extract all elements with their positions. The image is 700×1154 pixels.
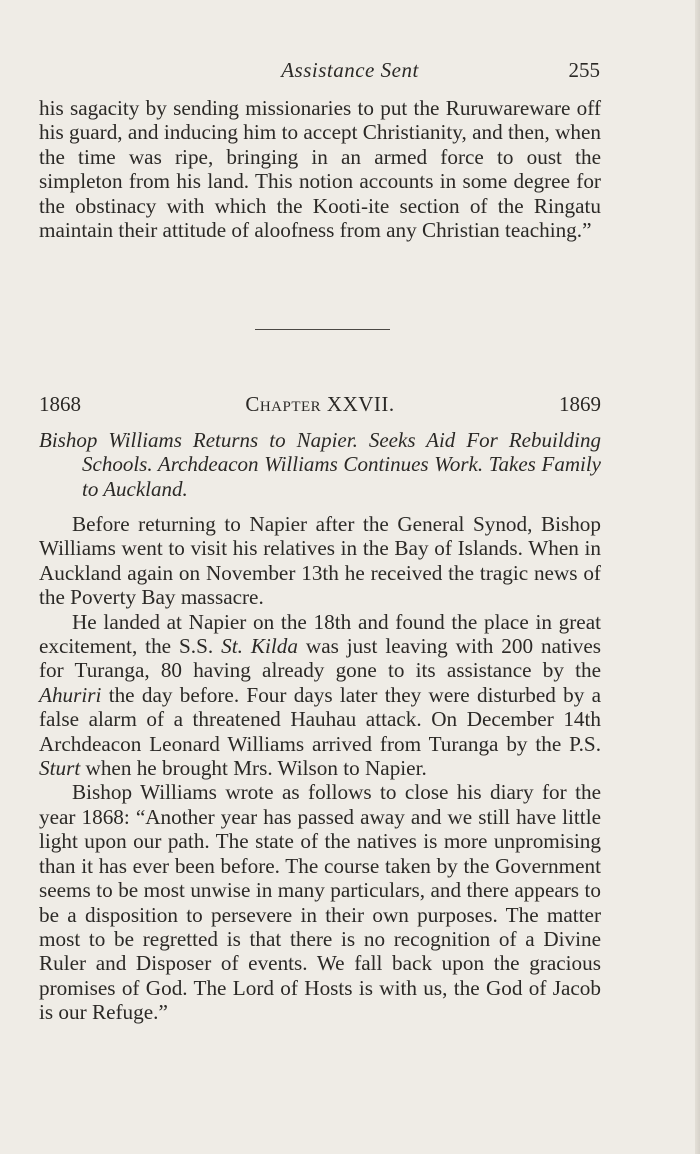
page-number: 255 [568,58,600,82]
page-edge [695,0,700,1154]
paragraph-3: Bishop Williams wrote as follows to close his diary for the year 1868: “Another year has passed away and we still have little light upon our path. The state of the natives is more unpromising than it has ever been before. The course taken by the Government seems to be most unwise in many particulars, and there appears to be a disposition to persevere in their own purposes. The matter most to be regretted is that there is no recognition of a Divine Ruler and Disposer of events. We fall back upon the gracious promises of God. The Lord of Hosts is with us, the God of Jacob is our Refuge.” [39,780,601,1025]
paragraph-1: Before returning to Napier after the General Synod, Bishop Williams went to visit his relatives in the Bay of Islands. When in Auckland again on November 13th he received the tragic news of the Poverty Bay massacre. [39,512,601,610]
ship-name-ahuriri: Ahuriri [39,682,102,707]
ship-name-st-kilda: St. Kilda [221,634,298,659]
paragraph-text: his sagacity by sending missionaries to put the Ruruwareware off his guard, and inducing him to accept Christianity, and then, when the time was ripe, bringing in an armed force to oust the simpleton from his land. This notion accounts in some degree for the obstinacy with which the Kooti-ite section of the Ringatu maintain their attitude of aloofness from any Christian teaching.” [39,96,601,243]
paragraph-2 [39,610,601,781]
chapter-synopsis: Bishop Williams Returns to Napier. Seeks Aid For Rebuilding Schools. Archdeacon Williams Continues Work. Takes Family to Auckland. [39,428,601,501]
chapter-year-start: 1868 [39,392,81,416]
paragraph-2-part-c: the day before. Four days later they were disturbed by a false alarm of a threatened Hauhau attack. On December 14th Archdeacon Leonard Williams arrived from Turanga by the P.S. [39,682,601,756]
ship-name-sturt: Sturt [39,756,81,781]
chapter-title: Chapter XXVII. [245,392,395,416]
chapter-heading [39,392,601,418]
continued-paragraph [39,96,601,242]
chapter-year-end: 1869 [559,392,601,416]
paragraph-2-part-b: was just leaving with 200 natives for Turanga, 80 having already gone to its assistance by the [39,634,602,683]
paragraph-2-part-d: when he brought Mrs. Wilson to Napier. [80,756,427,781]
section-divider [255,329,390,330]
paragraph-2-part-a: He landed at Napier on the 18th and found the place in great excitement, the S.S. [39,609,601,659]
running-title: Assistance Sent [281,58,419,82]
chapter-body [39,512,601,1025]
